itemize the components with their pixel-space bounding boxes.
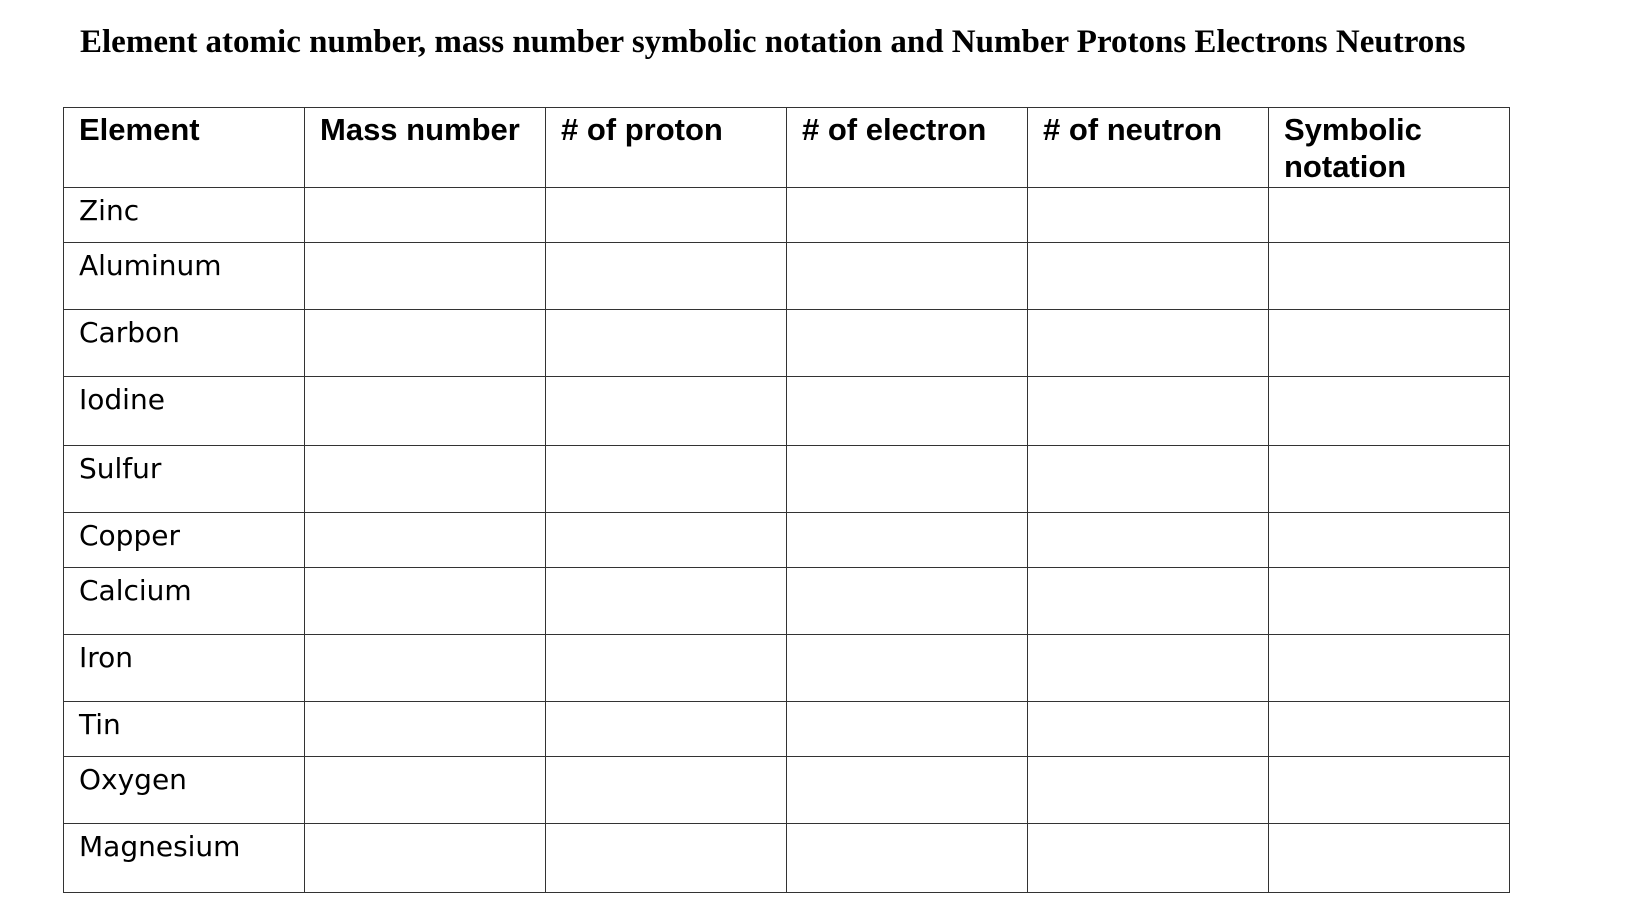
mass-number-cell[interactable] xyxy=(305,513,546,568)
mass-number-cell[interactable] xyxy=(305,824,546,893)
header-mass-number: Mass number xyxy=(305,108,546,188)
neutrons-cell[interactable] xyxy=(1028,702,1269,757)
table-row xyxy=(64,513,1510,568)
electrons-cell[interactable] xyxy=(787,635,1028,702)
symbolic-notation-cell[interactable] xyxy=(1269,568,1510,635)
electrons-cell[interactable] xyxy=(787,757,1028,824)
protons-cell[interactable] xyxy=(546,568,787,635)
protons-cell[interactable] xyxy=(546,243,787,310)
neutrons-cell[interactable] xyxy=(1028,243,1269,310)
mass-number-cell[interactable] xyxy=(305,243,546,310)
electrons-cell[interactable] xyxy=(787,188,1028,243)
electrons-cell[interactable] xyxy=(787,513,1028,568)
neutrons-cell[interactable] xyxy=(1028,824,1269,893)
symbolic-notation-cell[interactable] xyxy=(1269,310,1510,377)
table-row xyxy=(64,310,1510,377)
symbolic-notation-cell[interactable] xyxy=(1269,377,1510,446)
symbolic-notation-cell[interactable] xyxy=(1269,513,1510,568)
page-title: Element atomic number, mass number symbolic notation and Number Protons Electrons Neutrons xyxy=(80,24,1466,60)
mass-number-cell[interactable] xyxy=(305,568,546,635)
mass-number-cell[interactable] xyxy=(305,188,546,243)
header-electrons: # of electron xyxy=(787,108,1028,188)
symbolic-notation-cell[interactable] xyxy=(1269,446,1510,513)
element-name-cell: Carbon xyxy=(64,310,305,377)
electrons-cell[interactable] xyxy=(787,446,1028,513)
protons-cell[interactable] xyxy=(546,377,787,446)
mass-number-cell[interactable] xyxy=(305,310,546,377)
table-row xyxy=(64,243,1510,310)
electrons-cell[interactable] xyxy=(787,377,1028,446)
table-row xyxy=(64,757,1510,824)
element-name-cell: Zinc xyxy=(64,188,305,243)
neutrons-cell[interactable] xyxy=(1028,513,1269,568)
element-name-cell: Calcium xyxy=(64,568,305,635)
element-name-cell: Tin xyxy=(64,702,305,757)
neutrons-cell[interactable] xyxy=(1028,757,1269,824)
neutrons-cell[interactable] xyxy=(1028,446,1269,513)
mass-number-cell[interactable] xyxy=(305,635,546,702)
table-row xyxy=(64,377,1510,446)
electrons-cell[interactable] xyxy=(787,243,1028,310)
neutrons-cell[interactable] xyxy=(1028,635,1269,702)
symbolic-notation-cell[interactable] xyxy=(1269,188,1510,243)
symbolic-notation-cell[interactable] xyxy=(1269,243,1510,310)
element-name-cell: Magnesium xyxy=(64,824,305,893)
element-name-cell: Sulfur xyxy=(64,446,305,513)
protons-cell[interactable] xyxy=(546,188,787,243)
header-neutrons: # of neutron xyxy=(1028,108,1269,188)
table-row xyxy=(64,188,1510,243)
protons-cell[interactable] xyxy=(546,310,787,377)
protons-cell[interactable] xyxy=(546,513,787,568)
symbolic-notation-cell[interactable] xyxy=(1269,757,1510,824)
symbolic-notation-cell[interactable] xyxy=(1269,635,1510,702)
electrons-cell[interactable] xyxy=(787,824,1028,893)
protons-cell[interactable] xyxy=(546,702,787,757)
table-row xyxy=(64,702,1510,757)
element-name-cell: Iron xyxy=(64,635,305,702)
neutrons-cell[interactable] xyxy=(1028,377,1269,446)
electrons-cell[interactable] xyxy=(787,702,1028,757)
protons-cell[interactable] xyxy=(546,635,787,702)
electrons-cell[interactable] xyxy=(787,310,1028,377)
table-header-row xyxy=(64,108,1510,188)
header-protons: # of proton xyxy=(546,108,787,188)
table-row xyxy=(64,568,1510,635)
protons-cell[interactable] xyxy=(546,757,787,824)
element-name-cell: Copper xyxy=(64,513,305,568)
element-name-cell: Iodine xyxy=(64,377,305,446)
symbolic-notation-cell[interactable] xyxy=(1269,702,1510,757)
table-row xyxy=(64,824,1510,893)
mass-number-cell[interactable] xyxy=(305,702,546,757)
symbolic-notation-cell[interactable] xyxy=(1269,824,1510,893)
protons-cell[interactable] xyxy=(546,446,787,513)
element-table xyxy=(63,107,1510,893)
protons-cell[interactable] xyxy=(546,824,787,893)
neutrons-cell[interactable] xyxy=(1028,188,1269,243)
element-name-cell: Oxygen xyxy=(64,757,305,824)
mass-number-cell[interactable] xyxy=(305,377,546,446)
mass-number-cell[interactable] xyxy=(305,446,546,513)
header-element: Element xyxy=(64,108,305,188)
electrons-cell[interactable] xyxy=(787,568,1028,635)
neutrons-cell[interactable] xyxy=(1028,310,1269,377)
element-name-cell: Aluminum xyxy=(64,243,305,310)
table-row xyxy=(64,635,1510,702)
header-symbolic-notation: Symbolic notation xyxy=(1269,108,1510,188)
table-row xyxy=(64,446,1510,513)
neutrons-cell[interactable] xyxy=(1028,568,1269,635)
mass-number-cell[interactable] xyxy=(305,757,546,824)
